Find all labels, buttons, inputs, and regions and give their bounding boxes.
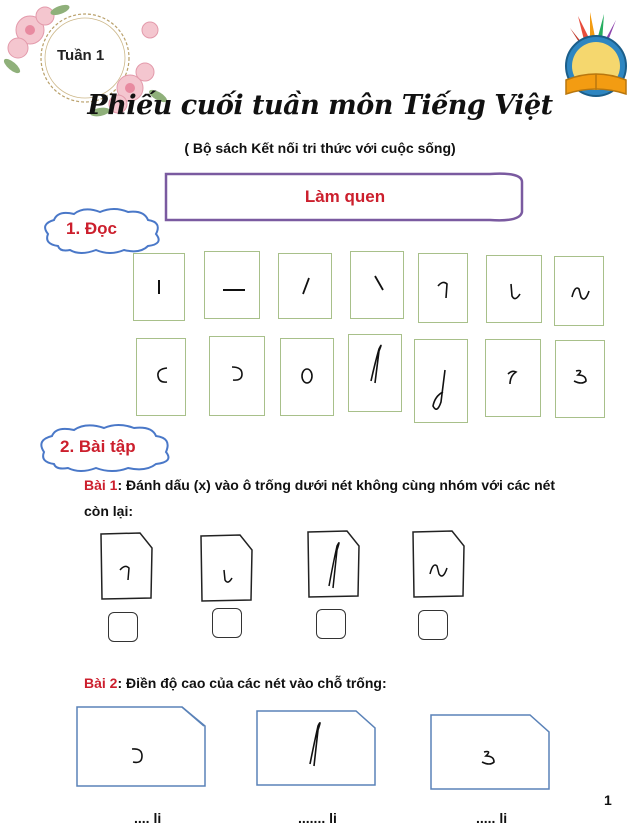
answer-blank[interactable]: ....... li	[298, 810, 337, 826]
answer-checkbox[interactable]	[316, 609, 346, 639]
stroke-card	[278, 253, 332, 319]
answer-checkbox[interactable]	[212, 608, 242, 638]
double-hook-stroke-icon	[555, 257, 605, 327]
exercise-1-instruction	[84, 474, 624, 496]
slash-stroke-icon	[279, 254, 333, 320]
worksheet-title: Phiếu cuối tuần môn Tiếng Việt	[87, 90, 553, 121]
stroke-card	[555, 340, 605, 418]
vertical-stroke-icon	[134, 254, 186, 322]
exercise-1-instruction-continued: còn lại:	[84, 503, 134, 519]
answer-blank[interactable]: ..... li	[476, 810, 508, 826]
stroke-card	[486, 255, 542, 323]
exercise-1-text: : Đánh dấu (x) vào ô trống dưới nét không cùng nhóm với các nét	[117, 477, 556, 493]
stroke-card	[136, 338, 186, 416]
lesson-name: Làm quen	[304, 187, 386, 206]
stroke-card	[485, 339, 541, 417]
exercise-2-instruction	[84, 672, 624, 694]
stroke-card	[209, 336, 265, 416]
right-curve-stroke-icon	[210, 337, 266, 417]
page-number: 1	[604, 792, 612, 808]
closed-curve-stroke-icon	[281, 339, 335, 417]
z-curl-stroke-icon	[556, 341, 606, 419]
exercise-2-text: : Điền độ cao của các nét vào chỗ trống:	[117, 675, 387, 691]
stroke-card	[418, 253, 468, 323]
week-label: Tuần 1	[57, 47, 105, 64]
answer-checkbox[interactable]	[418, 610, 448, 640]
stroke-height-card	[428, 712, 552, 792]
section-1-title: 1. Đọc	[66, 219, 118, 238]
worksheet-subtitle: ( Bộ sách Kết nối tri thức với cuộc sống)	[184, 140, 456, 156]
left-curve-stroke-icon	[137, 339, 187, 417]
stroke-height-card	[74, 704, 208, 790]
upper-loop-stroke-icon	[349, 335, 403, 413]
stroke-option-card	[410, 528, 466, 600]
backslash-stroke-icon	[351, 252, 405, 320]
stroke-card	[554, 256, 604, 326]
stroke-option-card	[305, 528, 361, 600]
stroke-card	[348, 334, 402, 412]
stroke-card	[350, 251, 404, 319]
section-2-title: 2. Bài tập	[60, 437, 136, 456]
stroke-card	[204, 251, 260, 319]
stroke-option-card	[198, 532, 254, 604]
stroke-card	[133, 253, 185, 321]
stroke-option-card	[98, 530, 154, 602]
answer-blank[interactable]: .... li	[134, 810, 162, 826]
small-curl-stroke-icon	[486, 340, 542, 418]
lower-loop-stroke-icon	[415, 340, 469, 424]
stroke-height-card	[254, 708, 378, 788]
horizontal-stroke-icon	[205, 252, 261, 320]
stroke-card	[280, 338, 334, 416]
exercise-2-label: Bài 2	[84, 675, 118, 691]
exercise-1-label: Bài 1	[84, 477, 118, 493]
answer-checkbox[interactable]	[108, 612, 138, 642]
stroke-card	[414, 339, 468, 423]
down-hook-stroke-icon	[487, 256, 543, 324]
up-hook-stroke-icon	[419, 254, 469, 324]
